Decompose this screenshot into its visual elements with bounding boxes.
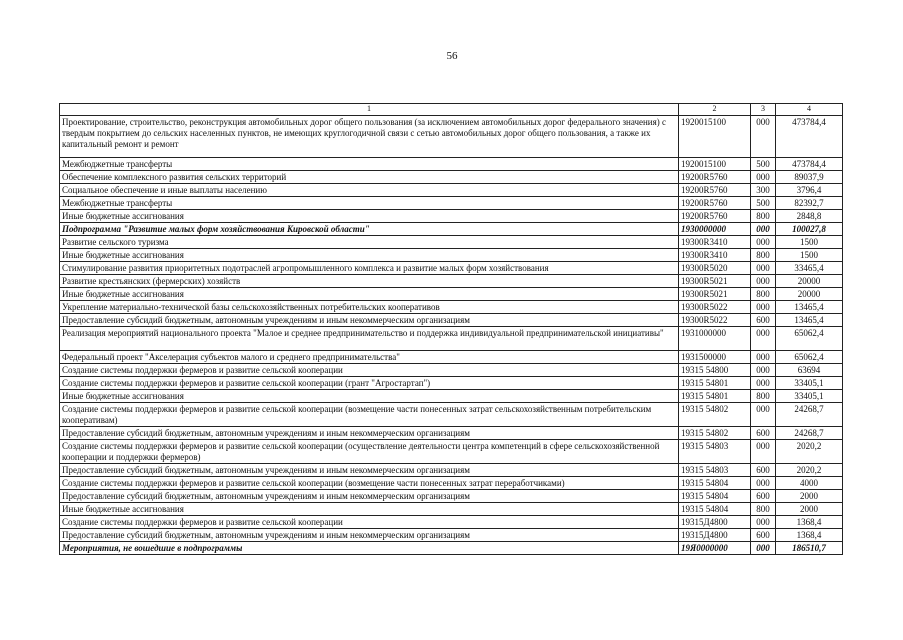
cell-name: Предоставление субсидий бюджетным, автономным учреждениям и иным некоммерческим организациям [60, 314, 679, 327]
cell-name: Социальное обеспечение и иные выплаты населению [60, 184, 679, 197]
table-row [60, 364, 843, 377]
table-row [60, 503, 843, 516]
table-row [60, 158, 843, 171]
cell-name: Иные бюджетные ассигнования [60, 210, 679, 223]
cell-amount: 65062,4 [776, 327, 843, 351]
cell-amount: 2020,2 [776, 440, 843, 464]
cell-code: 19315Д4800 [679, 529, 751, 542]
cell-type: 600 [751, 314, 776, 327]
cell-amount: 89037,9 [776, 171, 843, 184]
table-row [60, 171, 843, 184]
cell-name: Развитие сельского туризма [60, 236, 679, 249]
cell-name: Обеспечение комплексного развития сельских территорий [60, 171, 679, 184]
cell-name: Иные бюджетные ассигнования [60, 390, 679, 403]
cell-code: 19315 54803 [679, 464, 751, 477]
cell-type: 000 [751, 516, 776, 529]
table-row [60, 184, 843, 197]
cell-amount: 65062,4 [776, 351, 843, 364]
cell-name: Проектирование, строительство, реконструкция автомобильных дорог общего пользования (за исключением автомобильных дорог федерального значения) с твердым покрытием до сельских населенных пунктов, не имеющих круглогодичной связи с сетью автомобильных дорог общего пользования, а также их капитальный ремонт и ремонт [60, 116, 679, 158]
cell-amount: 100027,8 [776, 223, 843, 236]
cell-name: Подпрограмма "Развитие малых форм хозяйствования Кировской области" [60, 223, 679, 236]
table-row [60, 301, 843, 314]
cell-amount: 63694 [776, 364, 843, 377]
header-cell-code: 2 [679, 104, 751, 116]
cell-name: Иные бюджетные ассигнования [60, 288, 679, 301]
cell-amount: 24268,7 [776, 403, 843, 427]
cell-name: Создание системы поддержки фермеров и развитие сельской кооперации (возмещение части понесенных затрат переработчиками) [60, 477, 679, 490]
cell-type: 500 [751, 197, 776, 210]
cell-type: 000 [751, 171, 776, 184]
table-row [60, 236, 843, 249]
cell-name: Создание системы поддержки фермеров и развитие сельской кооперации (возмещение части понесенных затрат сельскохозяйственным потребительским кооперативам) [60, 403, 679, 427]
cell-type: 800 [751, 249, 776, 262]
cell-name: Создание системы поддержки фермеров и развитие сельской кооперации (осуществление деятельности центра компетенций в сфере сельскохозяйственной кооперации и поддержки фермеров) [60, 440, 679, 464]
cell-amount: 3796,4 [776, 184, 843, 197]
cell-code: 1931000000 [679, 327, 751, 351]
cell-type: 600 [751, 490, 776, 503]
cell-amount: 4000 [776, 477, 843, 490]
table-row [60, 314, 843, 327]
cell-type: 500 [751, 158, 776, 171]
cell-code: 19300R5021 [679, 288, 751, 301]
cell-amount: 2000 [776, 503, 843, 516]
cell-type: 800 [751, 210, 776, 223]
cell-type: 000 [751, 262, 776, 275]
table-row [60, 116, 843, 158]
cell-type: 300 [751, 184, 776, 197]
cell-code: 19300R3410 [679, 249, 751, 262]
cell-type: 000 [751, 440, 776, 464]
table-row [60, 223, 843, 236]
cell-type: 000 [751, 116, 776, 158]
cell-type: 600 [751, 427, 776, 440]
cell-code: 19200R5760 [679, 197, 751, 210]
cell-amount: 24268,7 [776, 427, 843, 440]
cell-type: 000 [751, 351, 776, 364]
cell-amount: 13465,4 [776, 314, 843, 327]
cell-type: 000 [751, 236, 776, 249]
cell-code: 19300R3410 [679, 236, 751, 249]
cell-type: 600 [751, 464, 776, 477]
table-row [60, 440, 843, 464]
cell-amount: 33405,1 [776, 377, 843, 390]
cell-amount: 186510,7 [776, 542, 843, 555]
table-row [60, 477, 843, 490]
header-cell-name: 1 [60, 104, 679, 116]
cell-amount: 2020,2 [776, 464, 843, 477]
cell-code: 19315Д4800 [679, 516, 751, 529]
cell-name: Предоставление субсидий бюджетным, автономным учреждениям и иным некоммерческим организациям [60, 490, 679, 503]
cell-type: 000 [751, 364, 776, 377]
cell-name: Стимулирование развития приоритетных подотраслей агропромышленного комплекса и развитие малых форм хозяйствования [60, 262, 679, 275]
cell-amount: 1500 [776, 236, 843, 249]
table-row [60, 529, 843, 542]
cell-amount: 473784,4 [776, 158, 843, 171]
table-row [60, 403, 843, 427]
cell-name: Межбюджетные трансферты [60, 158, 679, 171]
cell-type: 000 [751, 477, 776, 490]
cell-name: Предоставление субсидий бюджетным, автономным учреждениям и иным некоммерческим организациям [60, 427, 679, 440]
cell-amount: 1368,4 [776, 516, 843, 529]
cell-code: 1930000000 [679, 223, 751, 236]
cell-code: 19200R5760 [679, 184, 751, 197]
cell-code: 19200R5760 [679, 171, 751, 184]
cell-code: 19315 54801 [679, 390, 751, 403]
table-row [60, 327, 843, 351]
cell-name: Создание системы поддержки фермеров и развитие сельской кооперации [60, 364, 679, 377]
cell-amount: 20000 [776, 275, 843, 288]
cell-amount: 2848,8 [776, 210, 843, 223]
table-row [60, 351, 843, 364]
table-row [60, 249, 843, 262]
cell-amount: 2000 [776, 490, 843, 503]
cell-type: 000 [751, 327, 776, 351]
cell-amount: 20000 [776, 288, 843, 301]
cell-name: Развитие крестьянских (фермерских) хозяйств [60, 275, 679, 288]
cell-type: 000 [751, 403, 776, 427]
cell-type: 800 [751, 390, 776, 403]
cell-code: 19315 54802 [679, 427, 751, 440]
cell-code: 19315 54800 [679, 364, 751, 377]
cell-code: 19300R5022 [679, 314, 751, 327]
table-row [60, 262, 843, 275]
table-row [60, 516, 843, 529]
cell-type: 000 [751, 542, 776, 555]
cell-name: Укрепление материально-технической базы сельскохозяйственных потребительских кооперативов [60, 301, 679, 314]
cell-type: 000 [751, 275, 776, 288]
cell-code: 1920015100 [679, 158, 751, 171]
cell-type: 600 [751, 529, 776, 542]
cell-type: 000 [751, 377, 776, 390]
cell-name: Создание системы поддержки фермеров и развитие сельской кооперации (грант "Агростартап") [60, 377, 679, 390]
table-row [60, 197, 843, 210]
table-row [60, 542, 843, 555]
cell-name: Предоставление субсидий бюджетным, автономным учреждениям и иным некоммерческим организациям [60, 529, 679, 542]
cell-amount: 33405,1 [776, 390, 843, 403]
cell-name: Реализация мероприятий национального проекта "Малое и среднее предпринимательство и поддержка индивидуальной предпринимательской инициативы" [60, 327, 679, 351]
cell-code: 19300R5021 [679, 275, 751, 288]
cell-type: 800 [751, 503, 776, 516]
table-row [60, 377, 843, 390]
cell-name: Предоставление субсидий бюджетным, автономным учреждениям и иным некоммерческим организациям [60, 464, 679, 477]
cell-code: 1920015100 [679, 116, 751, 158]
header-row [60, 104, 843, 116]
cell-amount: 1500 [776, 249, 843, 262]
cell-name: Мероприятия, не вошедшие в подпрограммы [60, 542, 679, 555]
cell-amount: 1368,4 [776, 529, 843, 542]
cell-name: Иные бюджетные ассигнования [60, 249, 679, 262]
cell-name: Межбюджетные трансферты [60, 197, 679, 210]
cell-code: 19Я0000000 [679, 542, 751, 555]
cell-code: 19200R5760 [679, 210, 751, 223]
cell-code: 19300R5020 [679, 262, 751, 275]
cell-amount: 13465,4 [776, 301, 843, 314]
cell-amount: 33465,4 [776, 262, 843, 275]
cell-code: 19315 54803 [679, 440, 751, 464]
cell-code: 19315 54802 [679, 403, 751, 427]
table-row [60, 390, 843, 403]
table-row [60, 275, 843, 288]
cell-code: 19315 54804 [679, 477, 751, 490]
cell-type: 000 [751, 301, 776, 314]
table-row [60, 288, 843, 301]
cell-name: Федеральный проект "Акселерация субъектов малого и среднего предпринимательства" [60, 351, 679, 364]
budget-table [59, 103, 843, 555]
table-row [60, 210, 843, 223]
header-cell-type: 3 [751, 104, 776, 116]
page-number: 56 [446, 50, 458, 62]
cell-code: 19315 54801 [679, 377, 751, 390]
cell-name: Создание системы поддержки фермеров и развитие сельской кооперации [60, 516, 679, 529]
cell-name: Иные бюджетные ассигнования [60, 503, 679, 516]
cell-code: 1931500000 [679, 351, 751, 364]
cell-code: 19300R5022 [679, 301, 751, 314]
table-row [60, 464, 843, 477]
cell-code: 19315 54804 [679, 503, 751, 516]
cell-amount: 473784,4 [776, 116, 843, 158]
cell-code: 19315 54804 [679, 490, 751, 503]
cell-type: 800 [751, 288, 776, 301]
cell-amount: 82392,7 [776, 197, 843, 210]
table-row [60, 490, 843, 503]
cell-type: 000 [751, 223, 776, 236]
table-row [60, 427, 843, 440]
header-cell-amount: 4 [776, 104, 843, 116]
